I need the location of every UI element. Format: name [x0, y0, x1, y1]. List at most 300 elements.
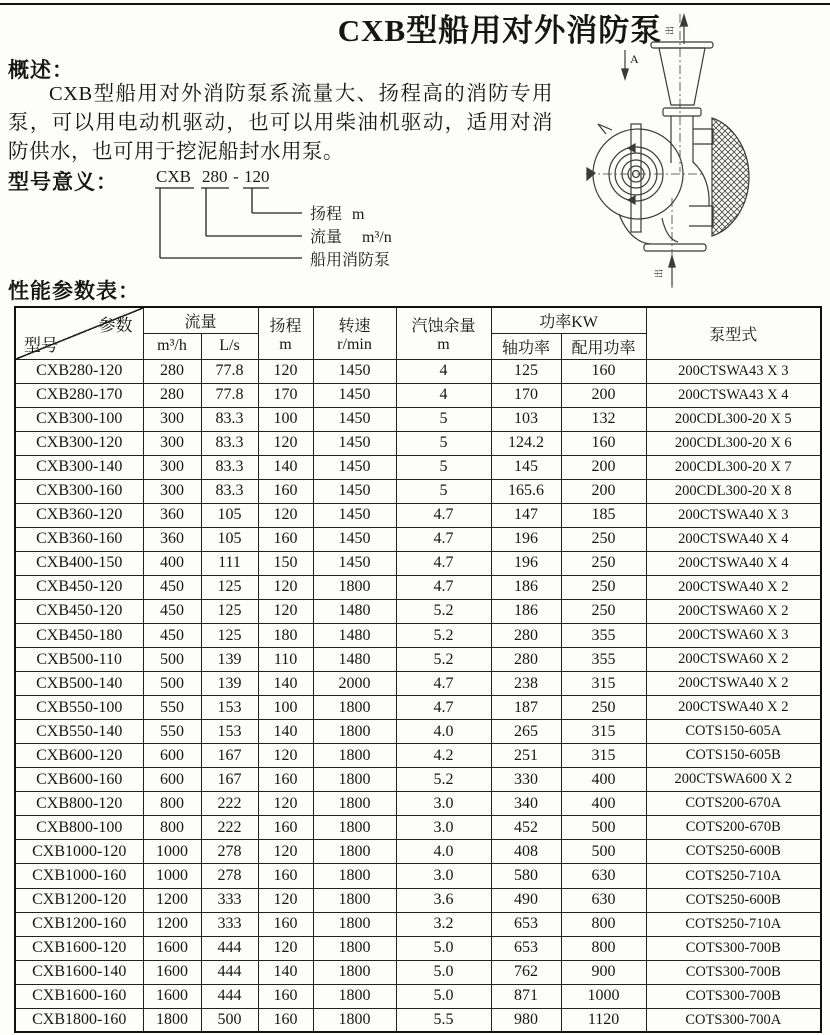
- discharge-funnel: [659, 48, 705, 105]
- model-cell: CXB800-100: [15, 816, 143, 840]
- value-cell: 315: [561, 744, 646, 768]
- pump-type-cell: COTS150-605A: [646, 720, 821, 744]
- model-cell: CXB1000-120: [15, 840, 143, 864]
- value-cell: 250: [561, 527, 646, 551]
- value-cell: 280: [491, 624, 561, 648]
- value-cell: 630: [561, 864, 646, 888]
- model-cell: CXB500-110: [15, 648, 143, 672]
- value-cell: 580: [491, 864, 561, 888]
- value-cell: 120: [258, 792, 313, 816]
- value-cell: 120: [258, 888, 313, 912]
- value-cell: 444: [201, 936, 258, 960]
- value-cell: 5: [396, 479, 491, 503]
- value-cell: 4: [396, 383, 491, 407]
- value-cell: 5.2: [396, 768, 491, 792]
- page-title: CXB型船用对外消防泵: [337, 13, 663, 48]
- value-cell: 1450: [313, 455, 396, 479]
- motor-housing: [712, 118, 749, 236]
- value-cell: 110: [258, 648, 313, 672]
- value-cell: 153: [201, 696, 258, 720]
- header-pump-type: 泵型式: [646, 307, 821, 359]
- model-code-sep: -: [233, 167, 239, 186]
- model-cell: CXB360-160: [15, 527, 143, 551]
- value-cell: 185: [561, 503, 646, 527]
- flow-label-top: 出: [665, 25, 675, 35]
- value-cell: 4.0: [396, 720, 491, 744]
- value-cell: 1800: [313, 984, 396, 1008]
- model-cell: CXB600-160: [15, 768, 143, 792]
- value-cell: 145: [491, 455, 561, 479]
- pump-type-cell: 200CTSWA600 X 2: [646, 768, 821, 792]
- value-cell: 250: [561, 599, 646, 623]
- value-cell: 500: [201, 1008, 258, 1032]
- value-cell: 4.7: [396, 696, 491, 720]
- model-code-prefix: CXB: [156, 167, 191, 186]
- pump-type-cell: 200CTSWA60 X 2: [646, 599, 821, 623]
- value-cell: 5.0: [396, 984, 491, 1008]
- value-cell: 400: [561, 792, 646, 816]
- value-cell: 250: [561, 696, 646, 720]
- value-cell: 800: [143, 816, 201, 840]
- pump-type-cell: 200CDL300-20 X 6: [646, 431, 821, 455]
- value-cell: 100: [258, 696, 313, 720]
- table-row: [15, 672, 821, 696]
- value-cell: 167: [201, 744, 258, 768]
- value-cell: 5: [396, 455, 491, 479]
- value-cell: 147: [491, 503, 561, 527]
- value-cell: 125: [491, 359, 561, 383]
- value-cell: 340: [491, 792, 561, 816]
- header-flow-ls: L/s: [201, 333, 258, 359]
- value-cell: 5: [396, 431, 491, 455]
- value-cell: 600: [143, 768, 201, 792]
- pump-type-cell: COTS200-670A: [646, 792, 821, 816]
- pump-type-cell: COTS250-600B: [646, 888, 821, 912]
- value-cell: 500: [143, 672, 201, 696]
- value-cell: 5.2: [396, 599, 491, 623]
- pump-type-cell: 200CTSWA40 X 4: [646, 551, 821, 575]
- value-cell: 120: [258, 936, 313, 960]
- table-row: [15, 599, 821, 623]
- value-cell: 265: [491, 720, 561, 744]
- discharge-flange-top: [651, 42, 713, 48]
- value-cell: 1450: [313, 407, 396, 431]
- table-row: [15, 455, 821, 479]
- pump-type-cell: COTS300-700A: [646, 1008, 821, 1032]
- pump-type-cell: COTS300-700B: [646, 984, 821, 1008]
- value-cell: 360: [143, 503, 201, 527]
- pump-type-cell: COTS150-605B: [646, 744, 821, 768]
- value-cell: 222: [201, 792, 258, 816]
- value-cell: 120: [258, 840, 313, 864]
- value-cell: 871: [491, 984, 561, 1008]
- value-cell: 653: [491, 936, 561, 960]
- value-cell: 105: [201, 527, 258, 551]
- value-cell: 124.2: [491, 431, 561, 455]
- value-cell: 125: [201, 624, 258, 648]
- value-cell: 1600: [143, 984, 201, 1008]
- header-flow: 流量: [143, 307, 258, 333]
- value-cell: 1800: [313, 912, 396, 936]
- value-cell: 1120: [561, 1008, 646, 1032]
- value-cell: 1800: [313, 840, 396, 864]
- value-cell: 167: [201, 768, 258, 792]
- value-cell: 800: [561, 936, 646, 960]
- value-cell: 238: [491, 672, 561, 696]
- value-cell: 160: [258, 1008, 313, 1032]
- value-cell: 4: [396, 359, 491, 383]
- value-cell: 630: [561, 888, 646, 912]
- value-cell: 280: [491, 648, 561, 672]
- model-label-head-unit: m: [352, 206, 365, 223]
- value-cell: 653: [491, 912, 561, 936]
- value-cell: 196: [491, 527, 561, 551]
- table-row: [15, 503, 821, 527]
- value-cell: 160: [258, 912, 313, 936]
- table-row: [15, 840, 821, 864]
- value-cell: 3.6: [396, 888, 491, 912]
- value-cell: 3.2: [396, 912, 491, 936]
- value-cell: 280: [143, 383, 201, 407]
- value-cell: 4.2: [396, 744, 491, 768]
- table-row: [15, 936, 821, 960]
- value-cell: 333: [201, 888, 258, 912]
- value-cell: 165.6: [491, 479, 561, 503]
- value-cell: 800: [143, 792, 201, 816]
- value-cell: 140: [258, 720, 313, 744]
- model-cell: CXB360-120: [15, 503, 143, 527]
- value-cell: 120: [258, 503, 313, 527]
- value-cell: 77.8: [201, 359, 258, 383]
- value-cell: 333: [201, 912, 258, 936]
- value-cell: 1800: [143, 1008, 201, 1032]
- pump-type-cell: 200CTSWA60 X 3: [646, 624, 821, 648]
- value-cell: 500: [561, 840, 646, 864]
- model-cell: CXB1600-140: [15, 960, 143, 984]
- model-cell: CXB300-120: [15, 431, 143, 455]
- value-cell: 105: [201, 503, 258, 527]
- table-row: [15, 575, 821, 599]
- model-cell: CXB450-180: [15, 624, 143, 648]
- section-label-a: A: [630, 52, 639, 66]
- value-cell: 153: [201, 720, 258, 744]
- value-cell: 5.0: [396, 936, 491, 960]
- header-power-rated: 配用功率: [561, 333, 646, 359]
- model-label-pump: 船用消防泵: [310, 252, 391, 269]
- value-cell: 200: [561, 455, 646, 479]
- value-cell: 120: [258, 575, 313, 599]
- overview-paragraph: CXB型船用对外消防泵系流量大、扬程高的消防专用泵，可以用电动机驱动，也可以用柴油机驱动，适用对消防供水，也可用于挖泥船封水用泵。: [8, 83, 553, 163]
- value-cell: 1800: [313, 936, 396, 960]
- value-cell: 83.3: [201, 455, 258, 479]
- value-cell: 1800: [313, 792, 396, 816]
- model-cell: CXB550-140: [15, 720, 143, 744]
- header-npsh: 汽蚀余量 m: [396, 307, 491, 359]
- model-cell: CXB400-150: [15, 551, 143, 575]
- value-cell: 762: [491, 960, 561, 984]
- model-cell: CXB280-120: [15, 359, 143, 383]
- value-cell: 120: [258, 359, 313, 383]
- value-cell: 222: [201, 816, 258, 840]
- value-cell: 111: [201, 551, 258, 575]
- table-row: [15, 864, 821, 888]
- value-cell: 1800: [313, 816, 396, 840]
- value-cell: 300: [143, 407, 201, 431]
- value-cell: 120: [258, 431, 313, 455]
- value-cell: 1800: [313, 768, 396, 792]
- value-cell: 330: [491, 768, 561, 792]
- value-cell: 170: [258, 383, 313, 407]
- value-cell: 187: [491, 696, 561, 720]
- value-cell: 1450: [313, 359, 396, 383]
- value-cell: 800: [561, 912, 646, 936]
- pump-type-cell: COTS250-710A: [646, 912, 821, 936]
- value-cell: 83.3: [201, 431, 258, 455]
- value-cell: 250: [561, 575, 646, 599]
- pump-type-cell: 200CDL300-20 X 5: [646, 407, 821, 431]
- table-row: [15, 744, 821, 768]
- pump-type-cell: 200CTSWA40 X 2: [646, 696, 821, 720]
- table-row: [15, 912, 821, 936]
- value-cell: 1600: [143, 960, 201, 984]
- value-cell: 3.0: [396, 816, 491, 840]
- header-speed: 转速 r/min: [313, 307, 396, 359]
- value-cell: 186: [491, 575, 561, 599]
- value-cell: 5: [396, 407, 491, 431]
- value-cell: 1200: [143, 888, 201, 912]
- value-cell: 170: [491, 383, 561, 407]
- value-cell: 450: [143, 624, 201, 648]
- value-cell: 83.3: [201, 407, 258, 431]
- model-cell: CXB450-120: [15, 599, 143, 623]
- value-cell: 180: [258, 624, 313, 648]
- value-cell: 400: [143, 551, 201, 575]
- value-cell: 1800: [313, 960, 396, 984]
- model-label-head: 扬程: [310, 206, 343, 223]
- value-cell: 140: [258, 672, 313, 696]
- value-cell: 490: [491, 888, 561, 912]
- pump-drawing: [572, 2, 824, 290]
- value-cell: 1800: [313, 864, 396, 888]
- value-cell: 103: [491, 407, 561, 431]
- table-row: [15, 527, 821, 551]
- model-cell: CXB1800-160: [15, 1008, 143, 1032]
- value-cell: 2000: [313, 672, 396, 696]
- value-cell: 1200: [143, 912, 201, 936]
- model-cell: CXB300-160: [15, 479, 143, 503]
- value-cell: 1480: [313, 599, 396, 623]
- value-cell: 4.7: [396, 575, 491, 599]
- value-cell: 5.5: [396, 1008, 491, 1032]
- value-cell: 1000: [143, 864, 201, 888]
- header-power-shaft: 轴功率: [491, 333, 561, 359]
- pump-type-cell: 200CDL300-20 X 8: [646, 479, 821, 503]
- performance-table: [14, 306, 822, 1033]
- overview-heading: 概述：: [8, 58, 74, 82]
- value-cell: 139: [201, 648, 258, 672]
- pump-type-cell: COTS300-700B: [646, 960, 821, 984]
- pump-type-cell: COTS250-710A: [646, 864, 821, 888]
- value-cell: 355: [561, 648, 646, 672]
- value-cell: 100: [258, 407, 313, 431]
- model-cell: CXB500-140: [15, 672, 143, 696]
- value-cell: 550: [143, 720, 201, 744]
- value-cell: 200: [561, 383, 646, 407]
- table-row: [15, 551, 821, 575]
- value-cell: 160: [561, 359, 646, 383]
- table-row: [15, 768, 821, 792]
- value-cell: 1800: [313, 575, 396, 599]
- value-cell: 980: [491, 1008, 561, 1032]
- model-cell: CXB450-120: [15, 575, 143, 599]
- value-cell: 140: [258, 960, 313, 984]
- value-cell: 360: [143, 527, 201, 551]
- pump-type-cell: 200CTSWA40 X 4: [646, 527, 821, 551]
- table-row: [15, 792, 821, 816]
- table-row: [15, 816, 821, 840]
- value-cell: 4.7: [396, 672, 491, 696]
- model-meaning-heading: 型号意义：: [8, 170, 118, 194]
- value-cell: 300: [143, 479, 201, 503]
- pump-type-cell: 200CTSWA40 X 2: [646, 672, 821, 696]
- value-cell: 120: [258, 599, 313, 623]
- pump-type-cell: 200CTSWA40 X 2: [646, 575, 821, 599]
- value-cell: 250: [561, 551, 646, 575]
- table-row: [15, 431, 821, 455]
- value-cell: 160: [258, 479, 313, 503]
- model-label-flow: 流量: [310, 229, 343, 246]
- value-cell: 550: [143, 696, 201, 720]
- value-cell: 444: [201, 984, 258, 1008]
- table-row: [15, 888, 821, 912]
- model-code-flow: 280: [202, 167, 228, 186]
- value-cell: 1450: [313, 431, 396, 455]
- model-cell: CXB1600-160: [15, 984, 143, 1008]
- value-cell: 355: [561, 624, 646, 648]
- value-cell: 160: [258, 768, 313, 792]
- value-cell: 132: [561, 407, 646, 431]
- header-flow-m3h: m³/h: [143, 333, 201, 359]
- model-label-flow-unit: m³/n: [362, 229, 392, 246]
- value-cell: 139: [201, 672, 258, 696]
- table-row: [15, 383, 821, 407]
- value-cell: 160: [258, 984, 313, 1008]
- model-cell: CXB1200-160: [15, 912, 143, 936]
- value-cell: 5.0: [396, 960, 491, 984]
- value-cell: 186: [491, 599, 561, 623]
- pump-type-cell: 200CTSWA43 X 4: [646, 383, 821, 407]
- table-row: [15, 696, 821, 720]
- value-cell: 5.2: [396, 648, 491, 672]
- value-cell: 280: [143, 359, 201, 383]
- header-head: 扬程 m: [258, 307, 313, 359]
- value-cell: 1450: [313, 551, 396, 575]
- pump-type-cell: COTS300-700B: [646, 936, 821, 960]
- value-cell: 1450: [313, 527, 396, 551]
- value-cell: 900: [561, 960, 646, 984]
- value-cell: 408: [491, 840, 561, 864]
- table-row: [15, 1008, 821, 1032]
- value-cell: 278: [201, 864, 258, 888]
- value-cell: 452: [491, 816, 561, 840]
- value-cell: 160: [561, 431, 646, 455]
- value-cell: 500: [561, 816, 646, 840]
- value-cell: 83.3: [201, 479, 258, 503]
- value-cell: 450: [143, 599, 201, 623]
- corner-header-cell: [15, 307, 143, 359]
- table-row: [15, 648, 821, 672]
- value-cell: 300: [143, 431, 201, 455]
- value-cell: 1600: [143, 936, 201, 960]
- model-cell: CXB280-170: [15, 383, 143, 407]
- value-cell: 1800: [313, 1008, 396, 1032]
- value-cell: 1480: [313, 648, 396, 672]
- value-cell: 120: [258, 744, 313, 768]
- model-code-diagram: [140, 162, 470, 274]
- value-cell: 3.0: [396, 792, 491, 816]
- value-cell: 125: [201, 599, 258, 623]
- table-heading: 性能参数表：: [8, 279, 140, 303]
- suction-flange: [644, 244, 706, 251]
- value-cell: 300: [143, 455, 201, 479]
- model-cell: CXB550-100: [15, 696, 143, 720]
- value-cell: 450: [143, 575, 201, 599]
- value-cell: 160: [258, 864, 313, 888]
- model-cell: CXB300-140: [15, 455, 143, 479]
- value-cell: 1800: [313, 888, 396, 912]
- model-cell: CXB1000-160: [15, 864, 143, 888]
- value-cell: 160: [258, 816, 313, 840]
- pump-type-cell: 200CTSWA43 X 3: [646, 359, 821, 383]
- table-row: [15, 407, 821, 431]
- value-cell: 400: [561, 768, 646, 792]
- value-cell: 1450: [313, 503, 396, 527]
- model-cell: CXB1600-120: [15, 936, 143, 960]
- value-cell: 1800: [313, 720, 396, 744]
- value-cell: 196: [491, 551, 561, 575]
- table-row: [15, 624, 821, 648]
- value-cell: 140: [258, 455, 313, 479]
- value-cell: 200: [561, 479, 646, 503]
- value-cell: 1800: [313, 696, 396, 720]
- value-cell: 1800: [313, 744, 396, 768]
- model-cell: CXB300-100: [15, 407, 143, 431]
- value-cell: 1000: [143, 840, 201, 864]
- value-cell: 500: [143, 648, 201, 672]
- corner-label-parameter: 参数: [98, 316, 133, 335]
- value-cell: 315: [561, 672, 646, 696]
- table-row: [15, 960, 821, 984]
- value-cell: 4.7: [396, 527, 491, 551]
- model-cell: CXB600-120: [15, 744, 143, 768]
- corner-label-model: 型号: [24, 335, 58, 355]
- value-cell: 1000: [561, 984, 646, 1008]
- model-code-head: 120: [244, 167, 270, 186]
- flow-label-bottom: 出: [654, 268, 664, 278]
- model-cell: CXB1200-120: [15, 888, 143, 912]
- table-row: [15, 720, 821, 744]
- value-cell: 600: [143, 744, 201, 768]
- value-cell: 150: [258, 551, 313, 575]
- pump-type-cell: 200CDL300-20 X 7: [646, 455, 821, 479]
- value-cell: 77.8: [201, 383, 258, 407]
- value-cell: 315: [561, 720, 646, 744]
- pump-type-cell: 200CTSWA60 X 2: [646, 648, 821, 672]
- value-cell: 125: [201, 575, 258, 599]
- pump-type-cell: COTS250-600B: [646, 840, 821, 864]
- value-cell: 444: [201, 960, 258, 984]
- value-cell: 4.7: [396, 503, 491, 527]
